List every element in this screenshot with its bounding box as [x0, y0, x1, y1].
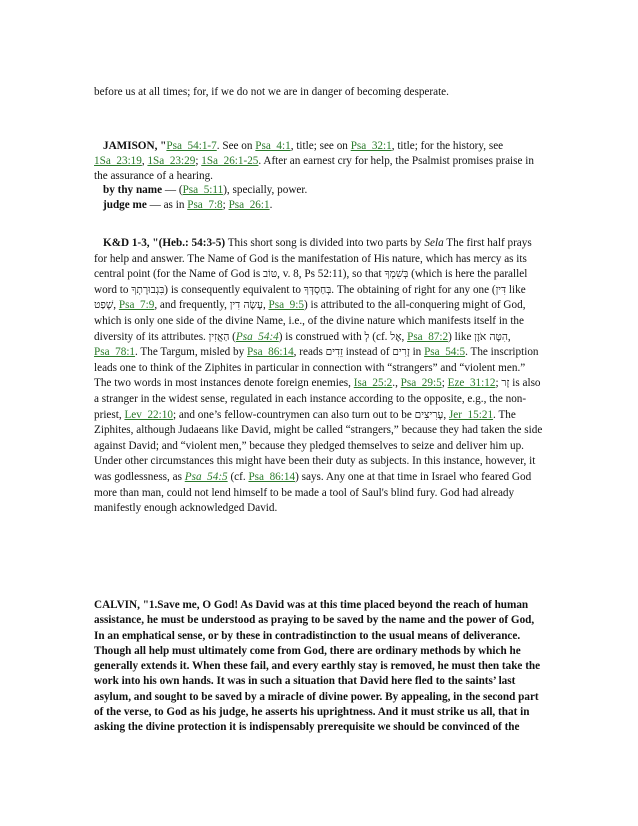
hebrew-word: עָרִיצִים — [414, 408, 444, 421]
ref-link[interactable]: Psa_26:1 — [228, 199, 270, 212]
hebrew-word: זָרִים — [392, 346, 410, 359]
hebrew-word: בִּגְבוּרָתְךָ — [131, 283, 165, 296]
hebrew-word: בְּחַסְדְּךָ — [303, 283, 332, 296]
ref-link[interactable]: 1Sa_23:29 — [147, 154, 196, 167]
ref-link[interactable]: Psa_86:14 — [247, 346, 294, 359]
text: ) like — [448, 330, 475, 343]
ref-link[interactable]: Psa_54:5 — [424, 346, 466, 359]
text: like — [506, 283, 526, 296]
text: ) is attributed to the all-conquering might of God, which is only one side of the divine Name, i.e., of the divine nature which manifests itself in the diversity of its attributes. — [94, 299, 526, 343]
text: , — [507, 330, 511, 343]
text: . After an earnest cry for help, the Psalmist promises praise in the assurance of a hearing. — [94, 154, 534, 182]
hebrew-word: לְ — [364, 330, 370, 343]
hebrew-word: בְּשִׁמְךָ — [384, 268, 409, 281]
ref-link[interactable]: Psa_7:8 — [187, 199, 223, 212]
ref-link[interactable]: Psa_54:1-7 — [166, 140, 217, 152]
ref-link[interactable]: Psa_32:1 — [350, 140, 392, 152]
hebrew-word: הִטָּה אֹזֶן — [474, 330, 508, 343]
hebrew-word: שָׁפַט — [94, 299, 114, 312]
text: , — [401, 330, 408, 343]
ref-link[interactable]: Psa_86:14 — [248, 470, 296, 483]
ref-link[interactable]: 1Sa_26:1-25 — [201, 154, 259, 167]
hebrew-word: דִּין — [495, 283, 507, 296]
ref-link[interactable]: 1Sa_23:19 — [94, 154, 142, 167]
text: in — [409, 346, 425, 359]
ref-link[interactable]: Psa_9:5 — [268, 299, 304, 312]
jamison-label: JAMISON, " — [103, 140, 167, 152]
text: . The Targum, misled by — [135, 346, 248, 359]
paragraph-continuation: before us at all times; for, if we do not we are in danger of becoming desperate. — [94, 86, 449, 98]
ref-link[interactable]: Psa_87:2 — [407, 330, 449, 343]
subhead-judge-me: judge me — [103, 199, 147, 212]
text: ., — [392, 377, 401, 390]
text: ) says. Any one at that time in Israel who feared God more than man, could not lend himself to be made a tool of Saul's blind fury. God had already manifestly enough acknowledged David. — [94, 470, 532, 515]
ref-link[interactable]: Psa_7:9 — [118, 299, 155, 312]
text: , v. 8, Ps 52:11), so that — [277, 268, 385, 281]
text: is also a stranger in the widest sense, regulated in each instance according to the opposite, e.g., the non-priest, — [94, 377, 541, 421]
ref-link[interactable]: Psa_54:4 — [235, 330, 279, 343]
text: instead of — [342, 346, 393, 359]
text: ) is consequently equivalent to — [164, 283, 304, 296]
text: , — [443, 408, 449, 421]
text: ; — [222, 199, 229, 212]
text: ) is construed with — [278, 330, 365, 343]
text: , — [113, 299, 119, 312]
kd-commentary — [94, 236, 544, 517]
hebrew-word: הַאֲזִין — [208, 330, 230, 343]
ref-link[interactable]: Psa_78:1 — [94, 346, 136, 359]
text: This short song is divided into two parts by — [225, 237, 425, 249]
calvin-commentary: CALVIN, "1.Save me, O God! As David was at this time placed beyond the reach of human assistance, he must be understood as praying to be saved by the name and the power of God, In an emphatical sense, or by these in contradistinction to the usual means of deliverance. Though all help must ultimately come from God, there are ordinary methods by which he generally extends it. When these fail, and every earthly stay is removed, he must then take the work into his own hands. It was in such a situation that David here fled to the saints’ last asylum, and sought to be saved by a miracle of divine power. By appealing, in the second part of the verse, to God as his judge, he asserts his uprightness. And it must strike us all, that in asking the divine protection it is indispensably prerequisite we should be convinced of the — [94, 599, 541, 734]
text: . See on — [216, 140, 256, 152]
hebrew-word: זָר — [501, 377, 510, 390]
text: . The Ziphites, although Judaeans like David, might be called “strangers,” because they had taken the side against David; and “violent men,” because they pledged themselves to seize and deliver him up. Under other circumstances this might have been their duty as subjects. In this instance, however, it was godlessness, as — [94, 408, 543, 483]
ref-link[interactable]: Psa_54:5 — [184, 470, 228, 483]
text: (cf. — [369, 330, 391, 343]
text: , — [262, 299, 269, 312]
text: ; and one’s fellow-countrymen can also turn out to be — [172, 408, 415, 421]
text: Sela — [424, 237, 444, 249]
text: , and frequently, — [154, 299, 230, 312]
ref-link[interactable]: Psa_5:11 — [182, 184, 224, 197]
text: — as in — [146, 199, 188, 212]
text: — ( — [162, 184, 183, 197]
ref-link[interactable]: Eze_31:12 — [447, 377, 496, 390]
text: . The obtaining of right for any one ( — [331, 283, 496, 296]
text: , reads — [293, 346, 326, 359]
ref-link[interactable]: Isa_25:2 — [353, 377, 393, 390]
text: (cf. — [227, 470, 249, 483]
text: ( — [229, 330, 236, 343]
ref-link[interactable]: Psa_4:1 — [255, 140, 291, 152]
hebrew-word: טּוֹב — [263, 268, 278, 281]
text: ; — [495, 377, 502, 390]
hebrew-word: זֵדִים — [325, 346, 343, 359]
hebrew-word: עָשָׂה דִין — [229, 299, 263, 312]
text: ), specially, power. — [223, 184, 308, 197]
ref-link[interactable]: Jer_15:21 — [448, 408, 494, 421]
subhead-by-thy-name: by thy name — [103, 184, 163, 197]
ref-link[interactable]: Psa_29:5 — [400, 377, 442, 390]
kd-label: K&D 1-3, "(Heb.: 54:3-5) — [103, 237, 226, 249]
text: ; — [441, 377, 448, 390]
hebrew-word: אֶל — [390, 330, 402, 343]
text: (which is here the parallel word to — [94, 268, 528, 296]
text: . — [269, 199, 273, 212]
text: , — [141, 154, 148, 167]
ref-link[interactable]: Lev_22:10 — [124, 408, 173, 421]
text: . The inscription leads one to think of the Ziphites in particular in connection with “strangers” and “violent men.” The two words in most instances denote foreign enemies, — [94, 346, 539, 390]
text: The first half prays for help and answer. The Name of God is the manifestation of His nature, which has mercy as its central point (for the Name of God is — [94, 237, 532, 281]
text: ; — [195, 154, 202, 167]
text: , title; for the history, see — [391, 140, 504, 152]
jamison-commentary — [94, 139, 544, 213]
text: , title; see on — [290, 140, 351, 152]
